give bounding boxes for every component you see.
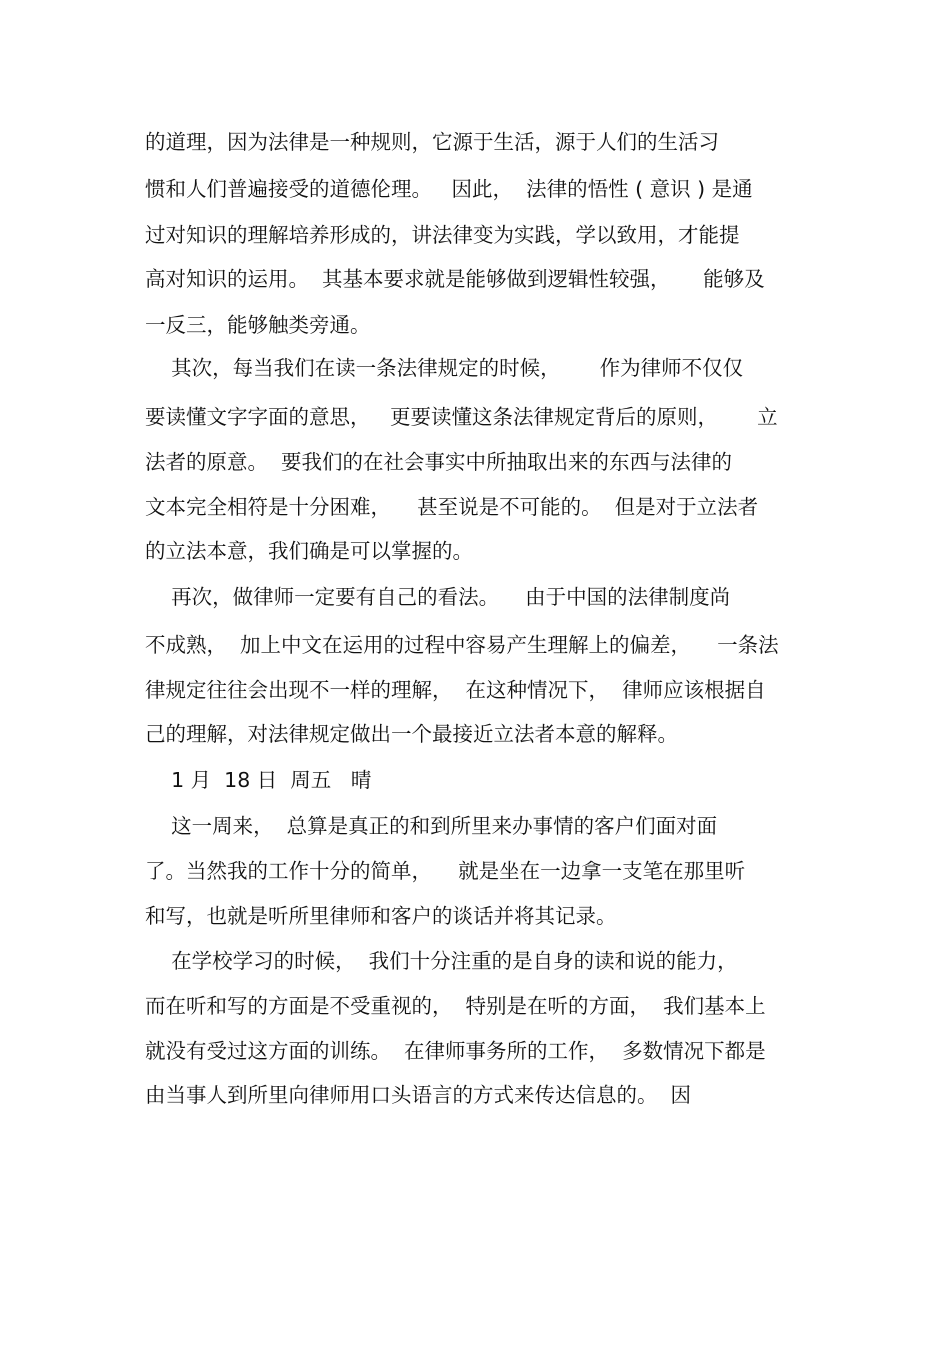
text-line: 了。当然我的工作十分的简单， 就是坐在一边拿一支笔在那里听 bbox=[145, 859, 746, 883]
text-line: 其次，每当我们在读一条法律规定的时候， 作为律师不仅仅 bbox=[145, 356, 744, 380]
text-line: 高对知识的运用。 其基本要求就是能够做到逻辑性较强， 能够及 bbox=[145, 267, 765, 291]
text-line: 的立法本意，我们确是可以掌握的。 bbox=[145, 539, 473, 563]
text-line: 过对知识的理解培养形成的，讲法律变为实践，学以致用，才能提 bbox=[145, 223, 740, 247]
text-line: 就没有受过这方面的训练。 在律师事务所的工作， 多数情况下都是 bbox=[145, 1039, 766, 1063]
text-line: 不成熟， 加上中文在运用的过程中容易产生理解上的偏差， 一条法 bbox=[145, 633, 779, 657]
text-line: 一反三，能够触类旁通。 bbox=[145, 313, 371, 337]
text-line: 再次，做律师一定要有自己的看法。 由于中国的法律制度尚 bbox=[145, 585, 731, 609]
text-line: 惯和人们普遍接受的道德伦理。 因此， 法律的悟性 ( 意识 ) 是通 bbox=[145, 177, 753, 201]
date-heading: 1 月 18 日 周五 晴 bbox=[145, 768, 372, 792]
text-line: 和写，也就是听所里律师和客户的谈话并将其记录。 bbox=[145, 904, 617, 928]
text-line: 己的理解，对法律规定做出一个最接近立法者本意的解释。 bbox=[145, 722, 678, 746]
text-line: 这一周来， 总算是真正的和到所里来办事情的客户们面对面 bbox=[145, 814, 718, 838]
text-line: 的道理，因为法律是一种规则，它源于生活，源于人们的生活习 bbox=[145, 130, 719, 154]
text-line: 在学校学习的时候， 我们十分注重的是自身的读和说的能力， bbox=[145, 949, 738, 973]
text-line: 而在听和写的方面是不受重视的， 特别是在听的方面， 我们基本上 bbox=[145, 994, 766, 1018]
text-line: 要读懂文字字面的意思， 更要读懂这条法律规定背后的原则， 立 bbox=[145, 405, 778, 429]
text-line: 律规定往往会出现不一样的理解， 在这种情况下， 律师应该根据自 bbox=[145, 678, 766, 702]
text-line: 法者的原意。 要我们的在社会事实中所抽取出来的东西与法律的 bbox=[145, 450, 733, 474]
text-line: 文本完全相符是十分困难， 甚至说是不可能的。 但是对于立法者 bbox=[145, 495, 759, 519]
text-line: 由当事人到所里向律师用口头语言的方式来传达信息的。 因 bbox=[145, 1083, 692, 1107]
